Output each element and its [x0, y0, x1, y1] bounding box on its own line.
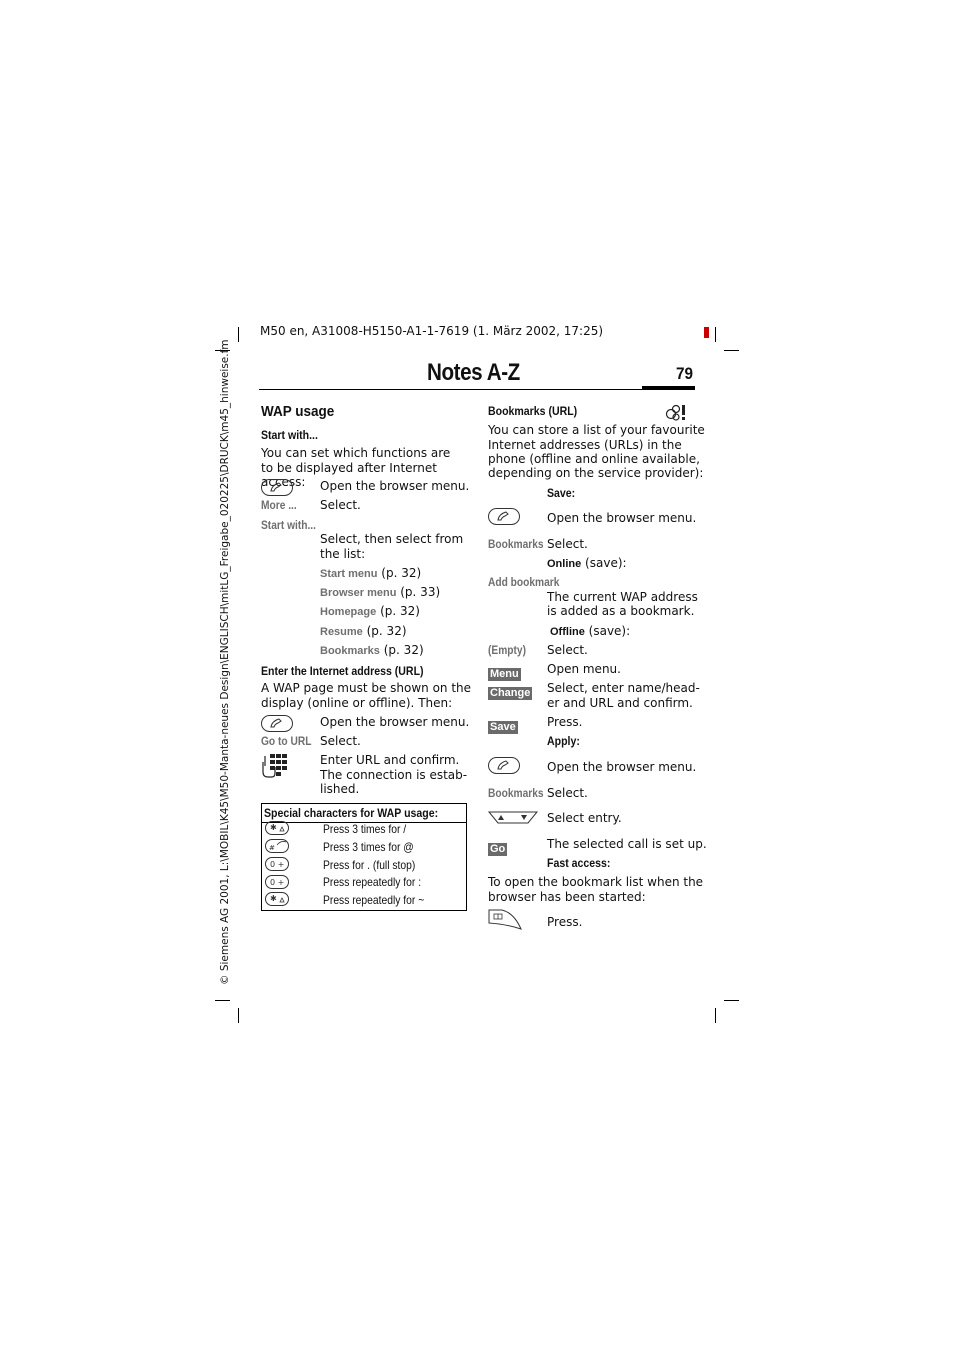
- select-text-2: Select.: [320, 734, 361, 748]
- special-char-row: Press 3 times for @: [323, 840, 414, 854]
- call-key-icon: [261, 715, 293, 732]
- open-browser-menu-text: Open the browser menu.: [320, 479, 470, 493]
- online-rest: (save):: [581, 556, 627, 570]
- file-meta-line: M50 en, A31008-H5150-A1-1-7619 (1. März 2002, 17:25): [260, 324, 604, 338]
- enter-url-line-3: lished.: [320, 782, 360, 796]
- change-line-2: er and URL and confirm.: [547, 696, 693, 710]
- menu-softkey[interactable]: Menu: [490, 668, 519, 680]
- online-bold: Online: [547, 558, 582, 570]
- select-right-3: Select.: [547, 786, 588, 800]
- svg-text:#: #: [269, 844, 275, 852]
- navigation-key-icon: [488, 811, 538, 825]
- save-heading: Save:: [547, 486, 576, 500]
- option-label: Resume: [320, 626, 363, 638]
- crop-mark: [715, 327, 716, 342]
- url-intro-line-1: A WAP page must be shown on the: [261, 681, 472, 695]
- star-key-icon: [265, 821, 289, 835]
- change-line-1: Select, enter name/head-: [547, 681, 700, 695]
- red-marker: [704, 327, 709, 338]
- svg-text:0 +: 0 +: [270, 878, 285, 887]
- option-ref: (p. 32): [366, 624, 407, 638]
- bookmarks-heading: Bookmarks (URL): [488, 404, 578, 418]
- option-resume[interactable]: [320, 624, 407, 640]
- select-right-1: Select.: [547, 537, 588, 551]
- more-softkey[interactable]: More ...: [261, 498, 297, 512]
- crop-mark: [238, 327, 239, 342]
- fast-access-line-1: To open the bookmark list when the: [488, 875, 704, 889]
- online-save-label: [547, 556, 627, 572]
- open-menu-text: Open menu.: [547, 662, 621, 676]
- crop-mark: [724, 350, 739, 351]
- change-tag-row: [488, 681, 532, 700]
- page-number: 79: [676, 364, 694, 383]
- start-with-heading: Start with...: [261, 428, 318, 442]
- option-ref: (p. 32): [383, 643, 424, 657]
- save-softkey[interactable]: Save: [490, 721, 516, 733]
- option-label: Bookmarks: [320, 645, 380, 657]
- zero-key-icon: [265, 875, 289, 889]
- title-rule: [259, 389, 695, 390]
- enter-url-heading: Enter the Internet address (URL): [261, 664, 424, 678]
- zero-key-icon: [265, 857, 289, 871]
- select-entry-text: Select entry.: [547, 811, 622, 825]
- special-characters-heading: Special characters for WAP usage:: [264, 806, 439, 820]
- url-intro-line-2: display (online or offline). Then:: [261, 696, 453, 710]
- bookmarks-softkey[interactable]: Bookmarks: [488, 537, 544, 551]
- svg-text:0 +: 0 +: [270, 860, 285, 869]
- select-list-line-1: Select, then select from: [320, 532, 464, 546]
- copyright-path: © Siemens AG 2001, L:\MOBIL\K45\M50-Manta-neues Design\ENGLISCH\mitLG_Freigabe_020225\DRUCK\m45_hinweise.fm: [219, 339, 231, 985]
- option-browser-menu[interactable]: [320, 585, 440, 601]
- empty-softkey[interactable]: (Empty): [488, 643, 526, 657]
- wap-usage-heading: WAP usage: [261, 403, 335, 420]
- select-right-2: Select.: [547, 643, 588, 657]
- svg-text:✱: ✱: [270, 823, 277, 832]
- bookmarks-softkey-2[interactable]: Bookmarks: [488, 786, 544, 800]
- offline-save-label: [550, 624, 630, 640]
- special-char-row: Press 3 times for /: [323, 822, 407, 836]
- go-to-url-softkey[interactable]: Go to URL: [261, 734, 312, 748]
- page-title: Notes A-Z: [427, 359, 520, 386]
- open-browser-menu-right-2: Open the browser menu.: [547, 760, 697, 774]
- menu-tag-row: [488, 662, 521, 681]
- add-bookmark-softkey[interactable]: Add bookmark: [488, 575, 560, 589]
- save-tag-row: [488, 715, 518, 734]
- press-right-1: Press.: [547, 715, 583, 729]
- call-key-icon: [261, 479, 293, 496]
- enter-url-line-2: The connection is estab-: [320, 768, 468, 782]
- special-char-row: Press repeatedly for :: [323, 875, 422, 889]
- start-with-softkey[interactable]: Start with...: [261, 518, 316, 532]
- option-ref: (p. 33): [400, 585, 441, 599]
- press-right-2: Press.: [547, 915, 583, 929]
- fast-access-line-2: browser has been started:: [488, 890, 646, 904]
- hash-key-icon: [265, 839, 289, 853]
- call-key-icon: [488, 508, 520, 525]
- special-char-row: Press for . (full stop): [323, 858, 416, 872]
- crop-mark: [215, 1000, 230, 1001]
- option-bookmarks[interactable]: [320, 643, 424, 659]
- crop-mark: [238, 1008, 239, 1023]
- select-text: Select.: [320, 498, 361, 512]
- star-key-icon: [265, 892, 289, 906]
- current-wap-line-2: is added as a bookmark.: [547, 604, 695, 618]
- special-characters-box: [261, 803, 467, 911]
- go-tag-row: [488, 837, 507, 856]
- svg-text:✱: ✱: [270, 894, 277, 903]
- current-wap-line-1: The current WAP address: [547, 590, 698, 604]
- call-setup-text: The selected call is set up.: [547, 837, 707, 851]
- network-dependent-icon: [665, 404, 687, 421]
- option-ref: (p. 32): [380, 604, 420, 618]
- fast-access-heading: Fast access:: [547, 856, 611, 870]
- option-label: Start menu: [320, 568, 378, 580]
- option-label: Browser menu: [320, 587, 397, 599]
- softkey-icon: [488, 909, 522, 930]
- enter-url-line-1: Enter URL and confirm.: [320, 753, 460, 767]
- bookmarks-intro-4: depending on the service provider):: [488, 466, 704, 480]
- bookmarks-intro-1: You can store a list of your favourite: [488, 423, 705, 437]
- option-ref: (p. 32): [381, 566, 422, 580]
- crop-mark: [715, 1008, 716, 1023]
- offline-rest: (save):: [584, 624, 631, 638]
- offline-bold: Offline: [550, 626, 585, 638]
- bookmarks-intro-2: Internet addresses (URLs) in the: [488, 438, 682, 452]
- option-label: Homepage: [320, 606, 377, 618]
- apply-heading: Apply:: [547, 734, 580, 748]
- option-homepage[interactable]: [320, 604, 420, 620]
- call-key-icon: [488, 757, 520, 774]
- change-softkey[interactable]: Change: [490, 687, 531, 699]
- crop-mark: [724, 1000, 739, 1001]
- bookmarks-intro-3: phone (offline and online available,: [488, 452, 700, 466]
- go-softkey[interactable]: Go: [490, 843, 506, 855]
- special-char-row: Press repeatedly for ~: [323, 893, 425, 907]
- keypad-icon: [261, 754, 287, 778]
- select-list-line-2: the list:: [320, 547, 366, 561]
- page-number-underline: [642, 386, 695, 389]
- open-browser-menu-right-1: Open the browser menu.: [547, 511, 697, 525]
- open-browser-menu-text-2: Open the browser menu.: [320, 715, 470, 729]
- start-with-intro: You can set which functions are to be displayed after Internet access:: [261, 446, 451, 490]
- option-start-menu[interactable]: [320, 566, 421, 582]
